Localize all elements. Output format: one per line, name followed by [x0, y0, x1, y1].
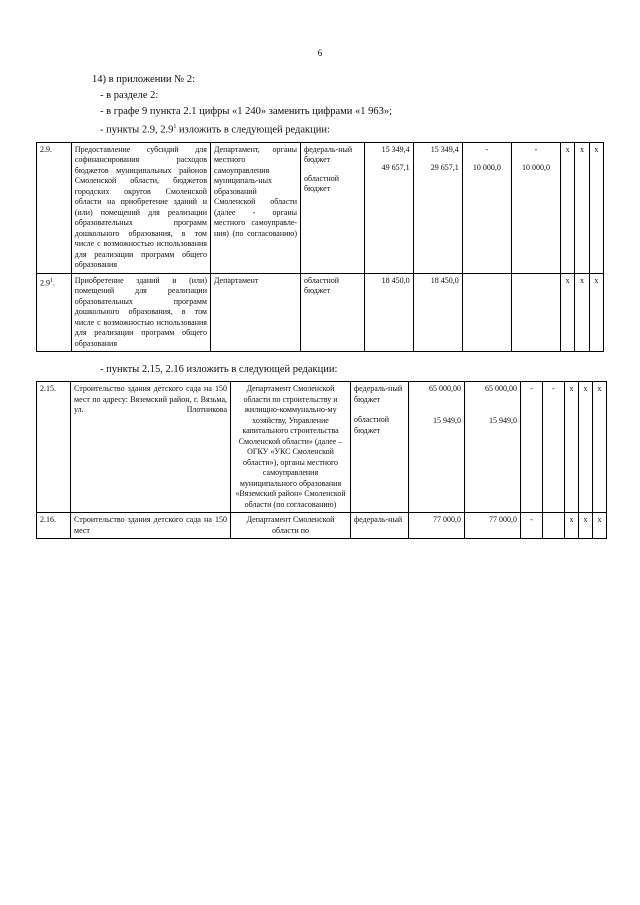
row-number-text: 2.9 — [40, 278, 50, 288]
row-mark-2: х — [575, 142, 589, 273]
row-sum-year2 — [521, 382, 543, 513]
row-sum-year2 — [462, 273, 511, 352]
row-name: Строительство здания детского сада на 150 мест по адресу: Вяземский район, г. Вязьма, ул. Плотникова — [71, 382, 231, 513]
row-sum-value: 65 000,00 — [485, 384, 517, 393]
row-mark-1: х — [565, 382, 579, 513]
row-sum-value: 15 349,4 — [430, 144, 459, 154]
row-number — [37, 273, 72, 352]
table-row — [37, 382, 607, 513]
row-mark-1: х — [561, 273, 575, 352]
row-mark-3: х — [593, 513, 607, 539]
row-sum-value: - — [485, 144, 489, 154]
row-sum-year2 — [462, 142, 511, 273]
document-content — [36, 72, 604, 539]
row-sum-value: 29 657,1 — [430, 163, 459, 172]
row-source-line: областной бюджет — [304, 275, 340, 295]
table-row — [37, 513, 607, 539]
row-sum-value: - — [534, 144, 538, 154]
row-mark-1: х — [565, 513, 579, 539]
row-number: 2.15. — [37, 382, 71, 513]
row-sum-value: 77 000,0 — [433, 515, 461, 524]
intro-line-4 — [36, 120, 604, 138]
row-executor: Департамент Смоленской области по — [231, 513, 351, 539]
table-row — [37, 273, 604, 352]
row-sum-total — [364, 273, 413, 352]
row-number: 2.9. — [37, 142, 72, 273]
row-executor: Департамент Смоленской области по строительству и жилищно-коммунально-му хозяйству, Управление капитального строительства Смоленской области» (далее – ОГКУ «УКС Смоленской области»), органы местного самоуправления муниципального образования «Вяземский район» Смоленской области (по согласованию) — [231, 382, 351, 513]
row-sum-year3 — [543, 382, 565, 513]
row-sum-value: 15 949,0 — [433, 415, 461, 425]
row-sum-year3 — [543, 513, 565, 539]
row-mark-1: х — [561, 142, 575, 273]
table-points-2-9 — [36, 142, 604, 353]
table-row — [37, 142, 604, 273]
row-source-line: федераль-ный бюджет — [354, 384, 403, 404]
page-number: 6 — [317, 48, 323, 58]
intro-line-4-tail: изложить в следующей редакции: — [176, 124, 330, 136]
row-sum-total — [409, 382, 465, 513]
row-sum-year3 — [511, 273, 560, 352]
intro-line-4-text: - пункты 2.9, 2.9 — [100, 124, 174, 136]
row-mark-2: х — [579, 513, 593, 539]
row-executor: Департамент — [210, 273, 300, 352]
row-number-tail: . — [53, 278, 55, 288]
intro-line-2: - в разделе 2: — [100, 90, 159, 101]
intro-line-4-superscript: 1 — [173, 124, 177, 130]
row-mark-2: х — [575, 273, 589, 352]
intro-line-1: 14) в приложении № 2: — [92, 74, 195, 85]
row-sum-year1 — [413, 273, 462, 352]
row-sum-year3 — [511, 142, 560, 273]
row-sum-value: - — [530, 515, 533, 524]
row-sum-year2 — [521, 513, 543, 539]
row-source — [301, 273, 364, 352]
row-number-superscript: 1 — [50, 277, 53, 284]
row-source — [351, 513, 409, 539]
row-sum-value: 10 000,0 — [472, 163, 501, 172]
row-sum-total — [364, 142, 413, 273]
row-mark-2: х — [579, 382, 593, 513]
row-sum-total — [409, 513, 465, 539]
row-source-line: федераль-ный бюджет — [304, 144, 353, 164]
row-sum-value: 10 000,0 — [521, 163, 550, 172]
row-sum-year1 — [465, 382, 521, 513]
row-executor: Департамент, органы местного самоуправления муниципаль-ных образований Смоленской области (далее - органы местного самоуправле-ния) (по согласованию) — [210, 142, 300, 273]
row-number: 2.16. — [37, 513, 71, 539]
between-line-1: - пункты 2.15, 2.16 изложить в следующей редакции: — [100, 364, 338, 375]
row-sum-value: - — [530, 384, 533, 393]
row-source-line: областной бюджет — [354, 415, 390, 435]
row-mark-3: х — [589, 273, 603, 352]
row-name: Строительство здания детского сада на 150 мест — [71, 513, 231, 539]
row-sum-value: - — [552, 384, 555, 393]
table-points-2-15 — [36, 381, 607, 539]
row-source-line: федераль-ный — [354, 515, 403, 524]
row-sum-value: 77 000,0 — [489, 515, 517, 524]
row-source-line: областной бюджет — [304, 173, 340, 193]
row-sum-value: 15 349,4 — [381, 144, 410, 154]
row-source — [351, 382, 409, 513]
row-sum-value: 15 949,0 — [489, 415, 517, 425]
intro-line-3: - в графе 9 пункта 2.1 цифры «1 240» заменить цифрами «1 963»; — [100, 106, 393, 117]
row-sum-year1 — [413, 142, 462, 273]
row-sum-year1 — [465, 513, 521, 539]
row-sum-value: 49 657,1 — [381, 163, 410, 172]
row-sum-value: 65 000,00 — [429, 384, 461, 393]
row-name: Приобретение зданий и (или) помещений для реализации образовательных программ дошкольного образования, в том числе с возможностью использования для реализации программ общего образования — [71, 273, 210, 352]
row-sum-value: 18 450,0 — [381, 275, 410, 285]
row-name: Предоставление субсидий для софинансирования расходов бюджетов муниципальных районов Смоленской области, бюджетов городских округов Смоленской области на приобретение зданий и (или) помещений для реализации образовательных программ дошкольного образования, в том числе с возможностью использования для реализации программ общего образования — [71, 142, 210, 273]
row-source — [301, 142, 364, 273]
row-mark-3: х — [593, 382, 607, 513]
row-mark-3: х — [589, 142, 603, 273]
row-sum-value: 18 450,0 — [430, 275, 459, 285]
